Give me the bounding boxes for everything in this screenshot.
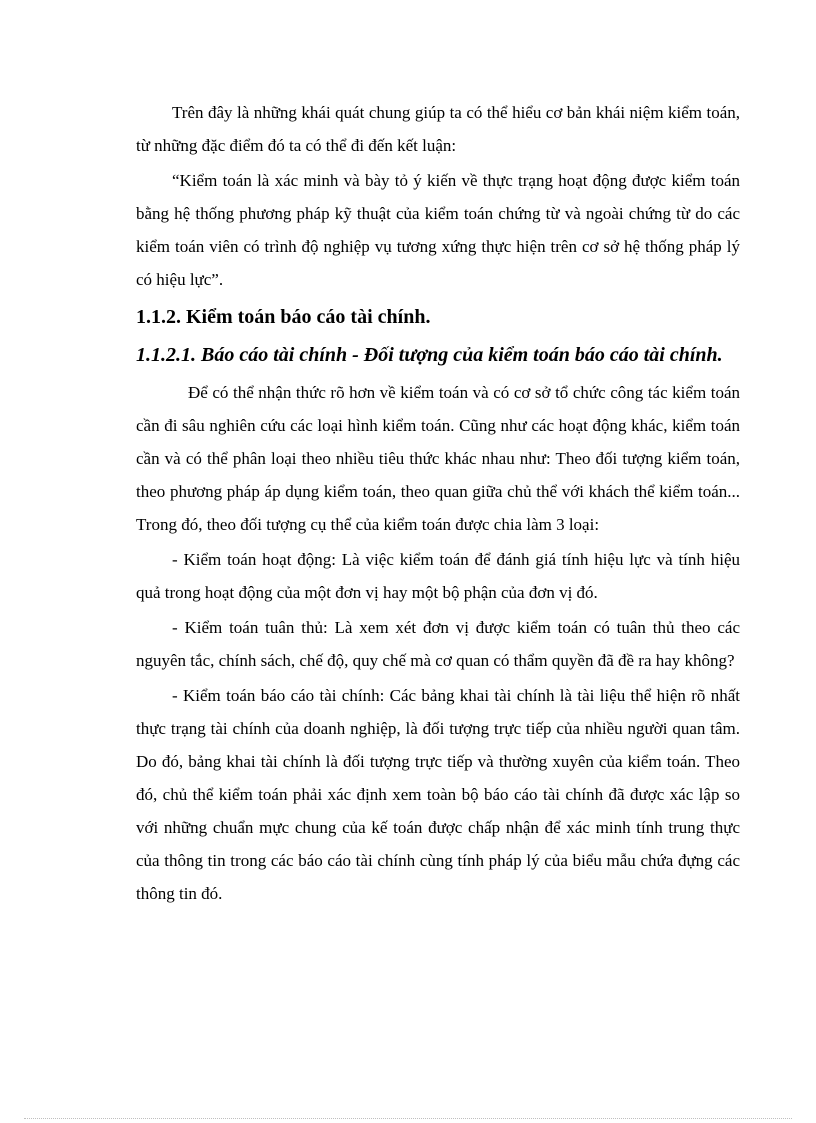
subsection-heading-1-1-2-1: 1.1.2.1. Báo cáo tài chính - Đối tượng của kiểm toán báo cáo tài chính.: [136, 344, 723, 366]
bullet-operational-audit: - Kiểm toán hoạt động: Là việc kiểm toán để đánh giá tính hiệu lực và tính hiệu quả trong hoạt động của một đơn vị hay một bộ phận của đơn vị đó.: [136, 550, 740, 602]
section-heading-1-1-2: 1.1.2. Kiểm toán báo cáo tài chính.: [136, 306, 431, 328]
paragraph-audit-classification: Để có thể nhận thức rõ hơn về kiểm toán và có cơ sở tổ chức công tác kiểm toán cần đi sâu nghiên cứu các loại hình kiểm toán. Cũng như các hoạt động khác, kiểm toán cần và có thể phân loại theo nhiều tiêu thức khác nhau như: Theo đối tượng kiểm toán, theo phương pháp áp dụng kiểm toán, theo quan giữa chủ thể với khách thể kiểm toán... Trong đó, theo đối tượng cụ thể của kiểm toán được chia làm 3 loại:: [136, 383, 740, 534]
page-bottom-divider: [24, 1118, 792, 1119]
bullet-financial-statement-audit: - Kiểm toán báo cáo tài chính: Các bảng khai tài chính là tài liệu thể hiện rõ nhất thực trạng tài chính của doanh nghiệp, là đối tượng trực tiếp của nhiều người quan tâm. Do đó, bảng khai tài chính là đối tượng trực tiếp và thường xuyên của kiểm toán. Theo đó, chủ thể kiểm toán phải xác định xem toàn bộ báo cáo tài chính đã được xác lập so với những chuẩn mực chung của kế toán được chấp nhận để xác minh tính trung thực của thông tin trong các báo cáo tài chính cùng tính pháp lý của biểu mẫu chứa đựng các thông tin đó.: [136, 686, 740, 903]
paragraph-intro: Trên đây là những khái quát chung giúp ta có thể hiểu cơ bản khái niệm kiểm toán, từ những đặc điểm đó ta có thể đi đến kết luận:: [136, 103, 740, 155]
bullet-compliance-audit: - Kiểm toán tuân thủ: Là xem xét đơn vị được kiểm toán có tuân thủ theo các nguyên tắc, chính sách, chế độ, quy chế mà cơ quan có thẩm quyền đã đề ra hay không?: [136, 618, 740, 670]
paragraph-definition-quote: “Kiểm toán là xác minh và bày tỏ ý kiến về thực trạng hoạt động được kiểm toán bằng hệ thống phương pháp kỹ thuật của kiểm toán chứng từ và ngoài chứng từ do các kiểm toán viên có trình độ nghiệp vụ tương xứng thực hiện trên cơ sở hệ thống pháp lý có hiệu lực”.: [136, 171, 740, 289]
document-page: [136, 96, 740, 910]
